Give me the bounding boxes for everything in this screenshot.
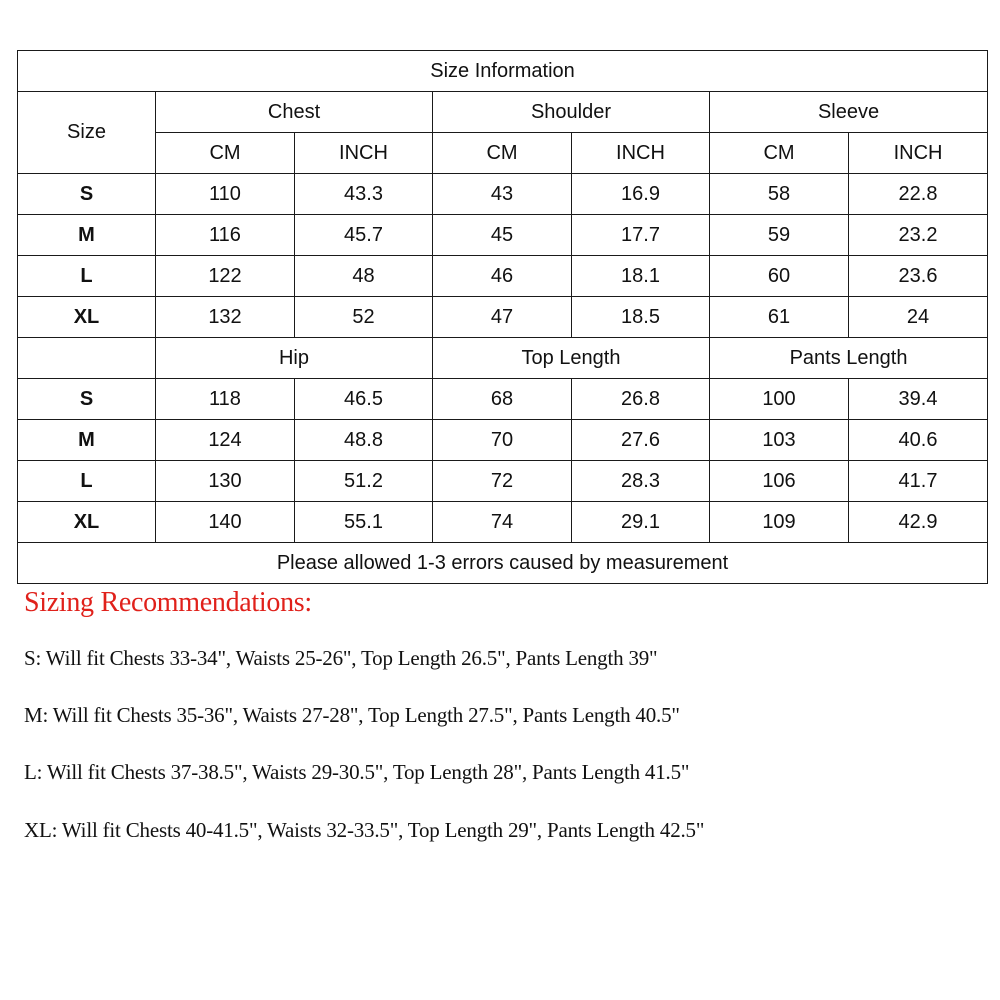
size-label: L xyxy=(18,461,156,502)
measurement-cell: 51.2 xyxy=(295,461,433,502)
table-row xyxy=(18,256,988,297)
measurement-cell: 70 xyxy=(433,420,572,461)
measurement-cell: 116 xyxy=(156,215,295,256)
measurement-cell: 43.3 xyxy=(295,174,433,215)
measurement-cell: 48.8 xyxy=(295,420,433,461)
measurement-cell: 45 xyxy=(433,215,572,256)
size-header: Size xyxy=(18,92,156,174)
group-header-chest: Chest xyxy=(156,92,433,133)
size-label: L xyxy=(18,256,156,297)
unit-header: CM xyxy=(156,133,295,174)
measurement-cell: 47 xyxy=(433,297,572,338)
size-label: XL xyxy=(18,297,156,338)
table-row xyxy=(18,461,988,502)
table-title: Size Information xyxy=(18,51,988,92)
table-row xyxy=(18,420,988,461)
measurement-cell: 58 xyxy=(710,174,849,215)
top-rows xyxy=(18,174,988,338)
measurement-cell: 109 xyxy=(710,502,849,543)
measurement-cell: 43 xyxy=(433,174,572,215)
measurement-cell: 110 xyxy=(156,174,295,215)
measurement-note: Please allowed 1-3 errors caused by measurement xyxy=(18,543,988,584)
measurement-cell: 103 xyxy=(710,420,849,461)
measurement-cell: 23.2 xyxy=(849,215,988,256)
recommendation-line-xl: XL: Will fit Chests 40-41.5", Waists 32-33.5", Top Length 29", Pants Length 42.5" xyxy=(24,817,705,842)
table-row xyxy=(18,174,988,215)
measurement-cell: 45.7 xyxy=(295,215,433,256)
unit-header: INCH xyxy=(849,133,988,174)
unit-header: INCH xyxy=(295,133,433,174)
group-header-pants-length: Pants Length xyxy=(710,338,988,379)
unit-header: CM xyxy=(433,133,572,174)
unit-header: INCH xyxy=(572,133,710,174)
measurement-cell: 22.8 xyxy=(849,174,988,215)
measurement-cell: 26.8 xyxy=(572,379,710,420)
measurement-cell: 132 xyxy=(156,297,295,338)
measurement-cell: 27.6 xyxy=(572,420,710,461)
measurement-cell: 106 xyxy=(710,461,849,502)
group-header-shoulder: Shoulder xyxy=(433,92,710,133)
measurement-cell: 18.5 xyxy=(572,297,710,338)
measurement-cell: 52 xyxy=(295,297,433,338)
measurement-cell: 16.9 xyxy=(572,174,710,215)
measurement-cell: 42.9 xyxy=(849,502,988,543)
measurement-cell: 55.1 xyxy=(295,502,433,543)
table-row xyxy=(18,215,988,256)
measurement-cell: 24 xyxy=(849,297,988,338)
measurement-cell: 46 xyxy=(433,256,572,297)
measurement-cell: 124 xyxy=(156,420,295,461)
measurement-cell: 68 xyxy=(433,379,572,420)
recommendations-title: Sizing Recommendations: xyxy=(24,587,312,618)
measurement-cell: 61 xyxy=(710,297,849,338)
measurement-cell: 29.1 xyxy=(572,502,710,543)
measurement-cell: 72 xyxy=(433,461,572,502)
size-label: S xyxy=(18,379,156,420)
measurement-cell: 130 xyxy=(156,461,295,502)
measurement-cell: 28.3 xyxy=(572,461,710,502)
measurement-cell: 39.4 xyxy=(849,379,988,420)
table-row xyxy=(18,502,988,543)
size-label: M xyxy=(18,215,156,256)
unit-header: CM xyxy=(710,133,849,174)
recommendation-line-l: L: Will fit Chests 37-38.5", Waists 29-30.5", Top Length 28", Pants Length 41.5" xyxy=(24,760,690,785)
bottom-rows xyxy=(18,379,988,543)
measurement-cell: 23.6 xyxy=(849,256,988,297)
size-label: XL xyxy=(18,502,156,543)
size-label: M xyxy=(18,420,156,461)
size-information-table xyxy=(17,50,988,584)
measurement-cell: 100 xyxy=(710,379,849,420)
sizing-recommendations xyxy=(24,588,984,874)
measurement-cell: 40.6 xyxy=(849,420,988,461)
measurement-cell: 60 xyxy=(710,256,849,297)
measurement-cell: 74 xyxy=(433,502,572,543)
recommendation-line-m: M: Will fit Chests 35-36", Waists 27-28", Top Length 27.5", Pants Length 40.5" xyxy=(24,703,680,728)
measurement-cell: 118 xyxy=(156,379,295,420)
empty-size-cell xyxy=(18,338,156,379)
size-label: S xyxy=(18,174,156,215)
recommendation-line-s: S: Will fit Chests 33-34", Waists 25-26", Top Length 26.5", Pants Length 39" xyxy=(24,645,658,670)
measurement-cell: 41.7 xyxy=(849,461,988,502)
group-header-top-length: Top Length xyxy=(433,338,710,379)
table-row xyxy=(18,379,988,420)
measurement-cell: 48 xyxy=(295,256,433,297)
group-header-hip: Hip xyxy=(156,338,433,379)
measurement-cell: 140 xyxy=(156,502,295,543)
measurement-cell: 46.5 xyxy=(295,379,433,420)
group-header-sleeve: Sleeve xyxy=(710,92,988,133)
table-row xyxy=(18,297,988,338)
measurement-cell: 122 xyxy=(156,256,295,297)
measurement-cell: 18.1 xyxy=(572,256,710,297)
measurement-cell: 59 xyxy=(710,215,849,256)
measurement-cell: 17.7 xyxy=(572,215,710,256)
